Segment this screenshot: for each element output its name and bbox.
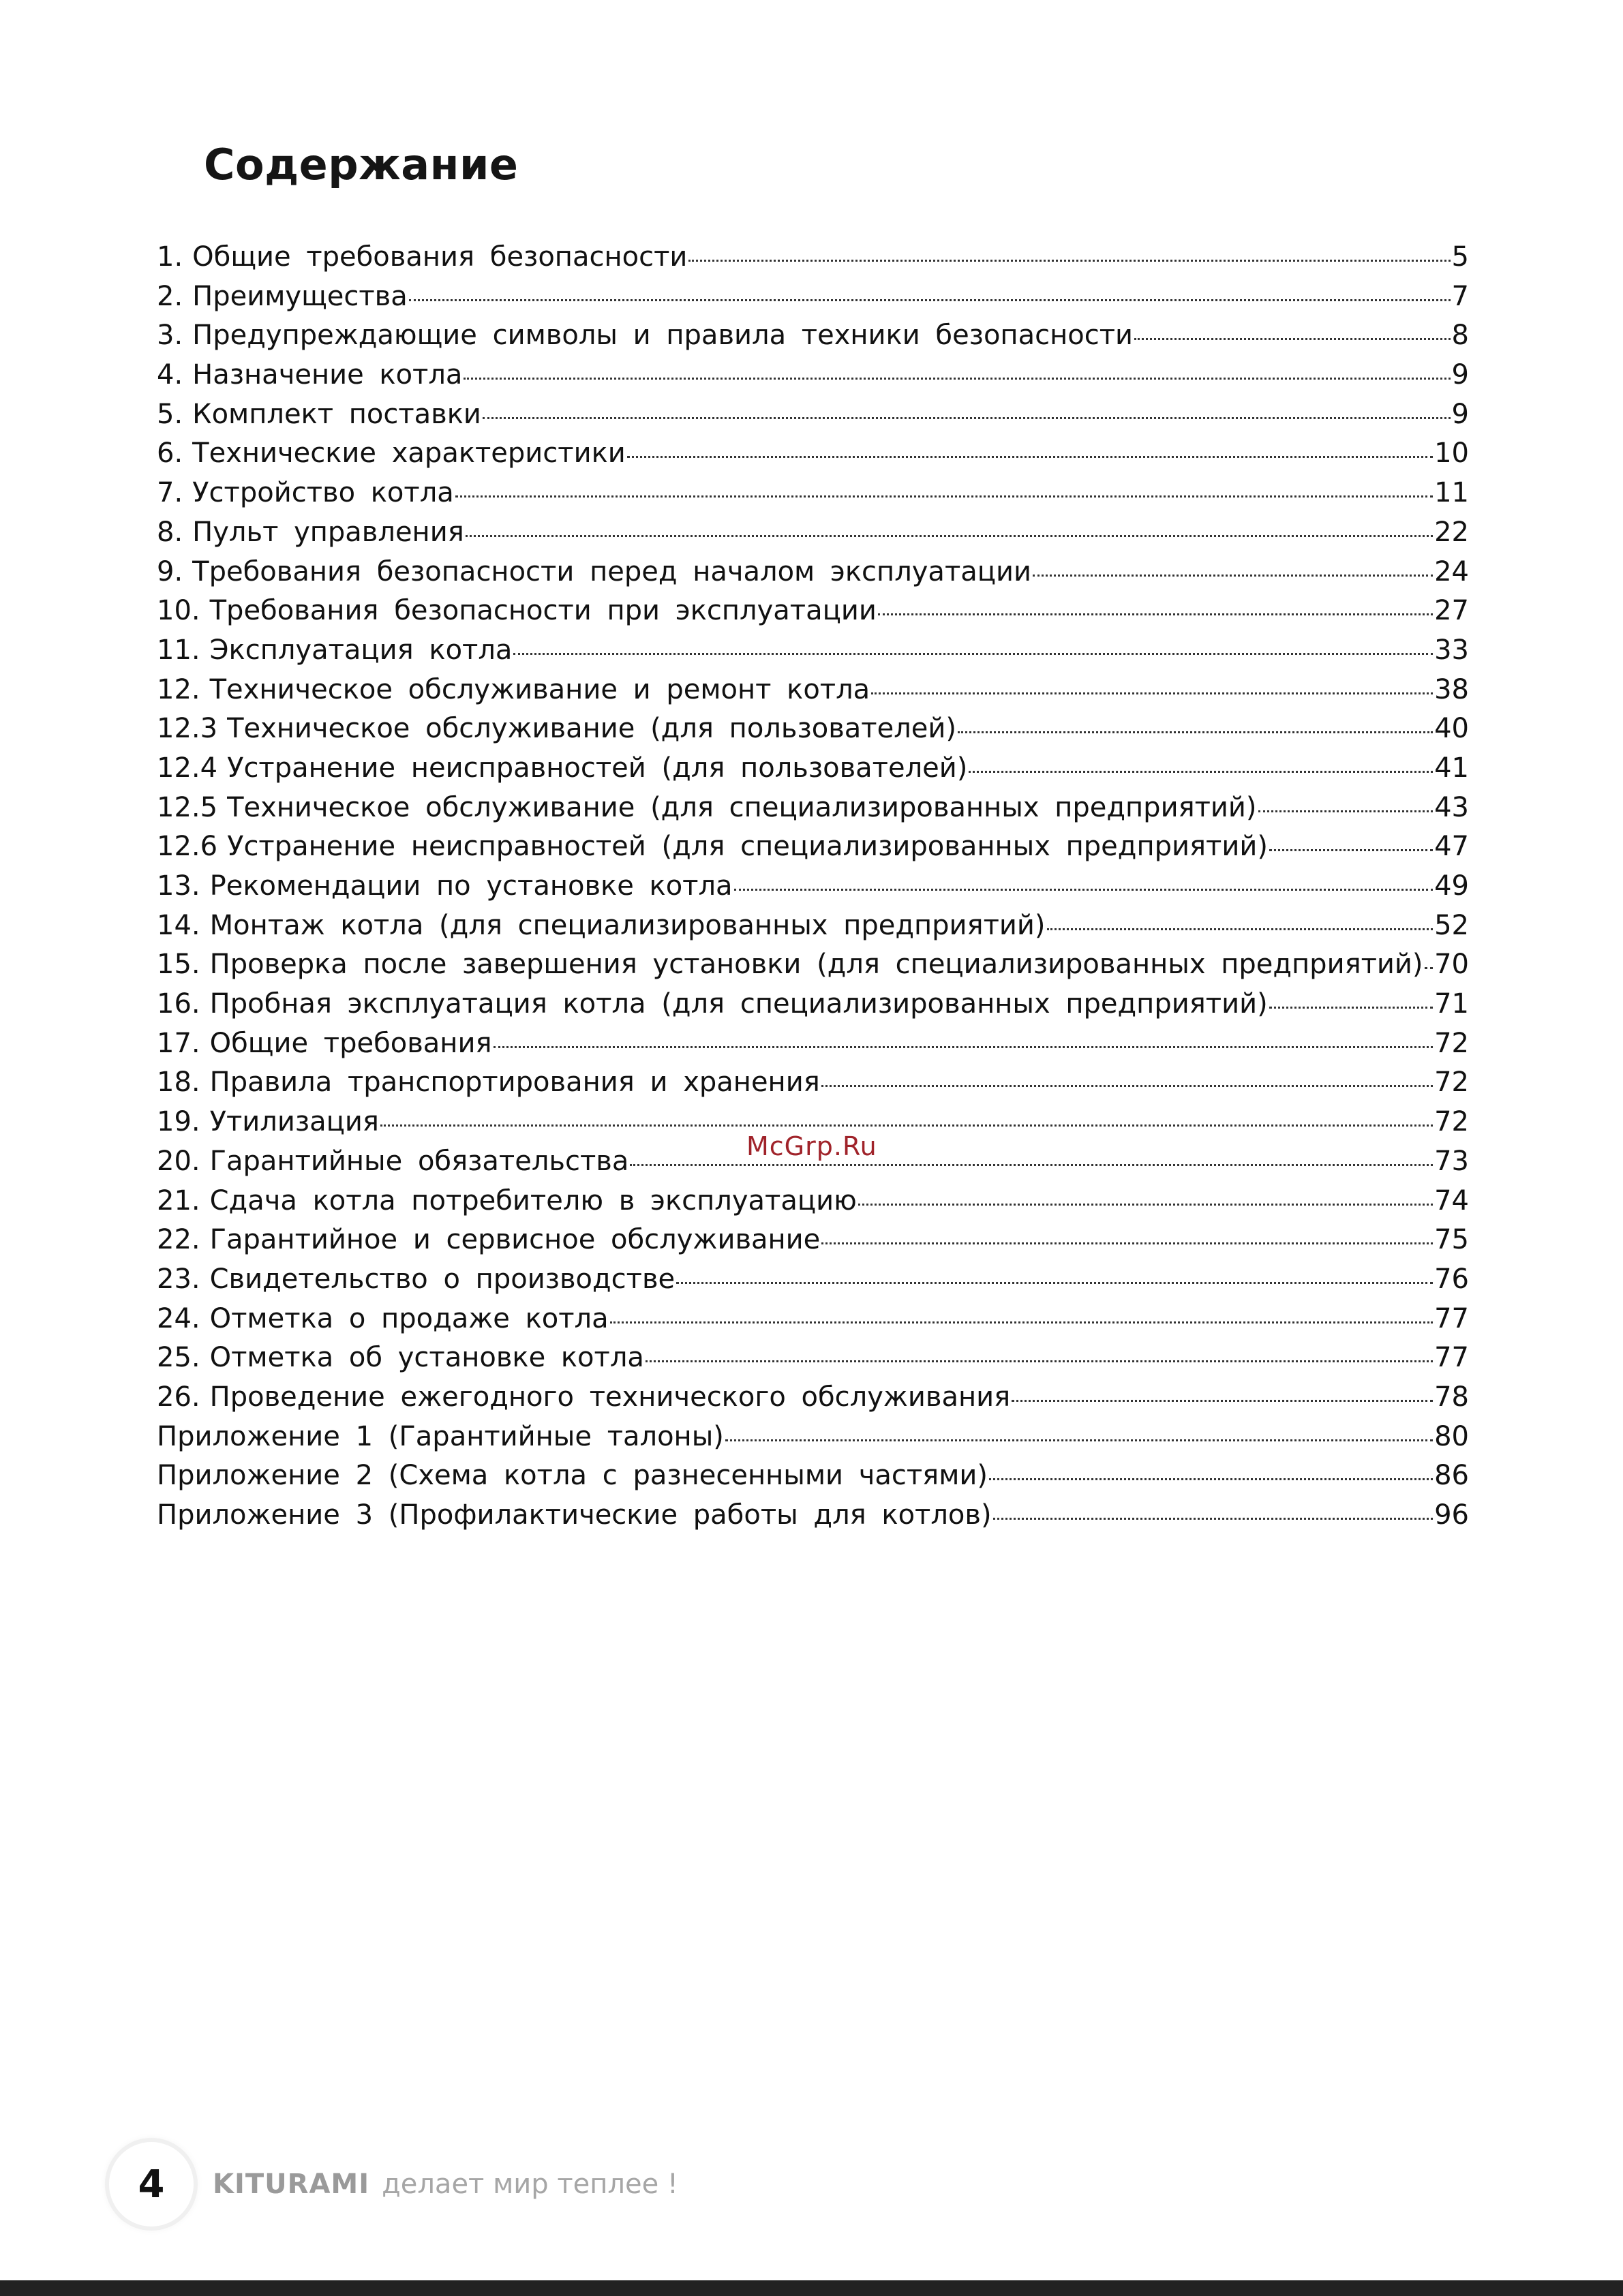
toc-entry-title: Приложение 3 (Профилактические работы для котлов) (157, 1499, 992, 1531)
toc-entry-page: 40 (1434, 713, 1469, 745)
toc-entry-number: 24. (157, 1302, 200, 1334)
toc-dot-leader (455, 495, 1433, 498)
toc-dot-leader (821, 1085, 1433, 1087)
table-of-contents (157, 238, 1469, 1535)
toc-entry-number: 12.6 (157, 831, 218, 863)
toc-entry-title: Правила транспортирования и хранения (209, 1067, 820, 1099)
toc-entry[interactable] (157, 395, 1469, 435)
toc-entry-title: Требования безопасности при эксплуатации (209, 595, 877, 627)
toc-entry[interactable] (157, 316, 1469, 356)
toc-entry[interactable] (157, 749, 1469, 789)
toc-entry-page: 70 (1434, 949, 1469, 981)
toc-entry-title: Утилизация (209, 1106, 379, 1138)
toc-entry-title: Требования безопасности перед началом эксплуатации (192, 555, 1031, 587)
toc-entry[interactable] (157, 553, 1469, 592)
toc-entry[interactable] (157, 1456, 1469, 1496)
toc-entry-page: 86 (1434, 1460, 1469, 1492)
toc-entry[interactable] (157, 513, 1469, 553)
toc-dot-leader (1269, 1007, 1433, 1009)
brand-slogan: делает мир теплее ! (382, 2169, 678, 2200)
toc-entry[interactable] (157, 356, 1469, 395)
toc-entry-page: 5 (1451, 241, 1469, 273)
toc-entry[interactable] (157, 1063, 1469, 1103)
toc-entry-title: Общие требования безопасности (192, 241, 688, 273)
toc-entry-title: Устранение неисправностей (для специализированных предприятий) (227, 831, 1268, 863)
toc-entry[interactable] (157, 906, 1469, 946)
toc-entry-page: 33 (1434, 634, 1469, 666)
toc-entry-page: 43 (1434, 791, 1469, 823)
toc-entry-title: Общие требования (209, 1027, 492, 1059)
toc-entry-title: Комплект поставки (192, 398, 481, 430)
toc-entry[interactable] (157, 671, 1469, 710)
toc-entry-page: 72 (1434, 1106, 1469, 1138)
toc-entry-title: Рекомендации по установке котла (209, 870, 733, 902)
page-title: Содержание (204, 140, 519, 189)
toc-entry-number: 14. (157, 909, 200, 941)
footer (109, 2140, 678, 2229)
toc-entry-number: 7. (157, 477, 183, 509)
toc-entry-number: 23. (157, 1263, 200, 1295)
toc-entry-title: Отметка о продаже котла (209, 1302, 609, 1334)
toc-entry-number: 10. (157, 595, 200, 627)
toc-dot-leader (1047, 928, 1434, 930)
toc-entry-title: Эксплуатация котла (209, 634, 513, 666)
toc-entry-title: Пульт управления (192, 516, 464, 548)
toc-entry-number: 12.5 (157, 791, 218, 823)
toc-entry-number: 22. (157, 1224, 200, 1256)
toc-dot-leader (858, 1204, 1433, 1206)
toc-dot-leader (688, 260, 1450, 262)
page-number: 4 (109, 2142, 194, 2226)
toc-entry-title: Гарантийные обязательства (209, 1145, 629, 1177)
toc-entry-page: 72 (1434, 1027, 1469, 1059)
toc-dot-leader (993, 1518, 1434, 1520)
toc-dot-leader (676, 1282, 1433, 1284)
toc-entry-title: Устройство котла (192, 477, 454, 509)
toc-entry-page: 8 (1451, 320, 1469, 352)
toc-entry[interactable] (157, 1300, 1469, 1339)
toc-entry[interactable] (157, 1496, 1469, 1535)
toc-entry[interactable] (157, 1182, 1469, 1221)
toc-entry[interactable] (157, 1221, 1469, 1260)
toc-entry-title: Назначение котла (192, 359, 463, 391)
toc-entry[interactable] (157, 867, 1469, 906)
toc-entry-number: 2. (157, 280, 183, 312)
toc-entry-number: 15. (157, 949, 200, 981)
toc-entry-number: 13. (157, 870, 200, 902)
toc-dot-leader (1269, 849, 1433, 851)
toc-entry-number: 12.4 (157, 752, 218, 784)
toc-dot-leader (878, 613, 1433, 615)
toc-entry-page: 11 (1434, 477, 1469, 509)
toc-entry-page: 80 (1434, 1420, 1469, 1452)
toc-entry-page: 49 (1434, 870, 1469, 902)
toc-entry-page: 24 (1434, 555, 1469, 587)
watermark: McGrp.Ru (746, 1131, 877, 1161)
toc-entry-title: Техническое обслуживание (для специализированных предприятий) (227, 791, 1257, 823)
toc-dot-leader (483, 417, 1451, 419)
toc-entry-title: Устранение неисправностей (для пользователей) (227, 752, 968, 784)
toc-entry-number: 18. (157, 1067, 200, 1099)
toc-entry-page: 9 (1451, 398, 1469, 430)
toc-entry[interactable] (157, 474, 1469, 513)
toc-dot-leader (466, 535, 1433, 537)
toc-dot-leader (989, 1478, 1433, 1480)
toc-entry-title: Свидетельство о производстве (209, 1263, 676, 1295)
brand-name: KITURAMI (213, 2169, 370, 2200)
toc-dot-leader (464, 378, 1450, 380)
toc-dot-leader (821, 1242, 1433, 1244)
toc-entry-title: Гарантийное и сервисное обслуживание (209, 1224, 821, 1256)
toc-entry-page: 77 (1434, 1342, 1469, 1374)
toc-dot-leader (646, 1360, 1433, 1362)
toc-entry-number: 9. (157, 555, 183, 587)
toc-entry-page: 9 (1451, 359, 1469, 391)
toc-entry-number: 19. (157, 1106, 200, 1138)
toc-entry-page: 76 (1434, 1263, 1469, 1295)
toc-entry-title: Сдача котла потребителю в эксплуатацию (209, 1184, 857, 1216)
toc-entry-number: 16. (157, 988, 200, 1020)
toc-dot-leader (1425, 967, 1434, 969)
toc-dot-leader (409, 299, 1451, 301)
toc-dot-leader (969, 771, 1433, 773)
toc-dot-leader (958, 731, 1433, 733)
toc-dot-leader (1258, 810, 1434, 812)
toc-entry[interactable] (157, 434, 1469, 474)
toc-entry-page: 71 (1434, 988, 1469, 1020)
toc-entry-page: 7 (1451, 280, 1469, 312)
toc-entry-title: Отметка об установке котла (209, 1342, 644, 1374)
toc-entry-number: 4. (157, 359, 183, 391)
toc-entry-title: Техническое обслуживание и ремонт котла (209, 673, 870, 705)
toc-entry-page: 22 (1434, 516, 1469, 548)
toc-dot-leader (725, 1439, 1433, 1441)
toc-dot-leader (1134, 338, 1451, 340)
toc-dot-leader (627, 456, 1433, 458)
toc-entry-page: 75 (1434, 1224, 1469, 1256)
toc-dot-leader (494, 1046, 1434, 1048)
toc-entry-title: Предупреждающие символы и правила техники безопасности (192, 320, 1133, 352)
toc-dot-leader (1012, 1400, 1433, 1402)
toc-entry-number: 6. (157, 438, 183, 470)
toc-dot-leader (734, 889, 1434, 891)
toc-entry-title: Пробная эксплуатация котла (для специализированных предприятий) (209, 988, 1268, 1020)
bottom-edge-bar (0, 2280, 1623, 2296)
toc-entry-page: 73 (1434, 1145, 1469, 1177)
toc-entry-title: Преимущества (192, 280, 408, 312)
toc-entry[interactable] (157, 827, 1469, 867)
toc-dot-leader (871, 692, 1433, 694)
toc-entry-number: 8. (157, 516, 183, 548)
toc-entry-title: Монтаж котла (для специализированных предприятий) (209, 909, 1046, 941)
toc-entry[interactable] (157, 945, 1469, 985)
toc-entry-title: Техническое обслуживание (для пользователей) (227, 713, 956, 745)
toc-entry[interactable] (157, 1260, 1469, 1300)
toc-dot-leader (1033, 575, 1433, 577)
toc-entry-page: 96 (1434, 1499, 1469, 1531)
toc-dot-leader (630, 1164, 1433, 1166)
toc-entry-page: 52 (1434, 909, 1469, 941)
toc-dot-leader (380, 1124, 1433, 1127)
toc-entry[interactable] (157, 985, 1469, 1024)
toc-entry-title: Проведение ежегодного технического обслуживания (209, 1381, 1011, 1413)
toc-entry-number: 26. (157, 1381, 200, 1413)
toc-entry-page: 77 (1434, 1302, 1469, 1334)
toc-entry-title: Приложение 1 (Гарантийные талоны) (157, 1420, 724, 1452)
toc-entry-page: 47 (1434, 831, 1469, 863)
toc-entry-number: 5. (157, 398, 183, 430)
toc-entry[interactable] (157, 1024, 1469, 1064)
toc-entry-page: 78 (1434, 1381, 1469, 1413)
toc-entry-number: 12.3 (157, 713, 218, 745)
toc-entry-page: 74 (1434, 1184, 1469, 1216)
toc-entry[interactable] (157, 1418, 1469, 1457)
toc-dot-leader (513, 653, 1433, 655)
toc-dot-leader (610, 1321, 1433, 1323)
toc-entry-number: 17. (157, 1027, 200, 1059)
toc-entry[interactable] (157, 592, 1469, 631)
toc-entry[interactable] (157, 709, 1469, 749)
toc-entry[interactable] (157, 631, 1469, 671)
toc-entry[interactable] (157, 1378, 1469, 1418)
toc-entry[interactable] (157, 1338, 1469, 1378)
toc-entry-title: Технические характеристики (192, 438, 626, 470)
toc-entry[interactable] (157, 789, 1469, 828)
toc-entry-page: 27 (1434, 595, 1469, 627)
toc-entry-number: 20. (157, 1145, 200, 1177)
toc-entry-page: 41 (1434, 752, 1469, 784)
toc-entry-page: 72 (1434, 1067, 1469, 1099)
toc-entry[interactable] (157, 238, 1469, 277)
toc-entry-number: 3. (157, 320, 183, 352)
toc-entry-page: 38 (1434, 673, 1469, 705)
toc-entry-number: 1. (157, 241, 183, 273)
toc-entry-number: 21. (157, 1184, 200, 1216)
toc-entry-page: 10 (1434, 438, 1469, 470)
toc-entry-number: 11. (157, 634, 200, 666)
toc-entry-title: Приложение 2 (Схема котла с разнесенными частями) (157, 1460, 988, 1492)
toc-entry-number: 12. (157, 673, 200, 705)
toc-entry[interactable] (157, 277, 1469, 317)
toc-entry-title: Проверка после завершения установки (для специализированных предприятий) (209, 949, 1423, 981)
toc-entry-number: 25. (157, 1342, 200, 1374)
